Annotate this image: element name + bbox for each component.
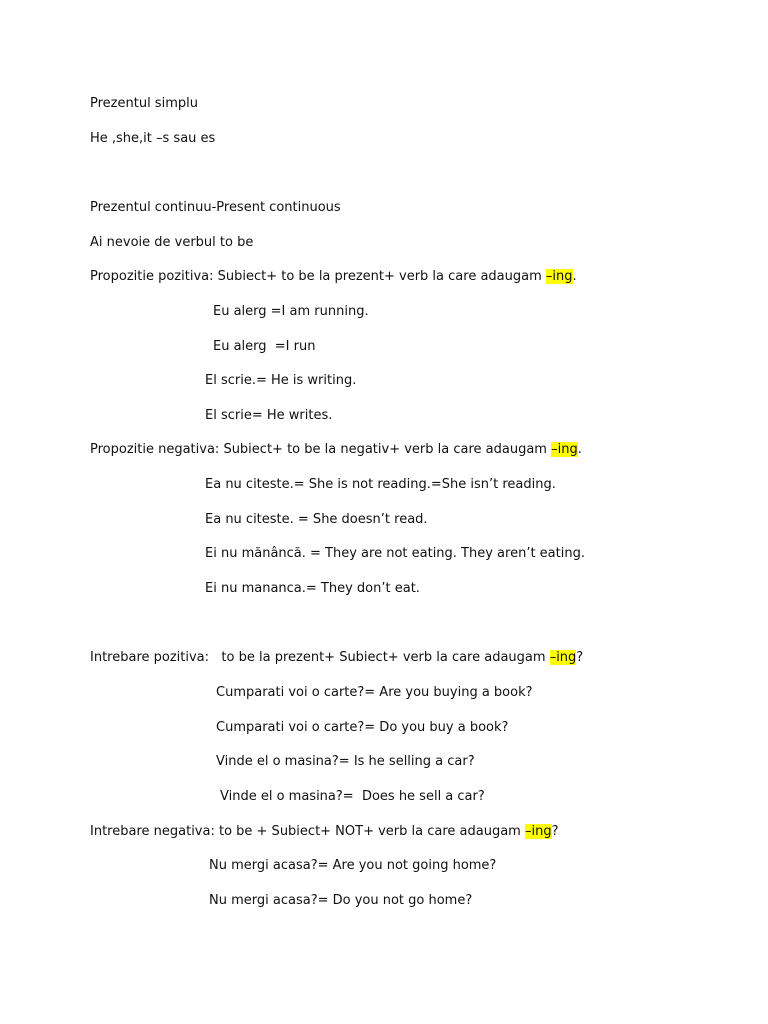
rule-text: Intrebare pozitiva: to be la prezent+ Subiect+ verb la care adaugam (90, 650, 550, 665)
example-line: Nu mergi acasa?= Do you not go home? (209, 893, 473, 908)
highlight-ing: –ing (524, 824, 552, 839)
example-line: El scrie= He writes. (205, 408, 333, 423)
example-line: Ei nu mănâncă. = They are not eating. They aren’t eating. (205, 546, 585, 561)
rule-text: Propozitie negativa: Subiect+ to be la negativ+ verb la care adaugam (90, 442, 552, 457)
rule-text: Intrebare negativa: to be + Subiect+ NOT+ verb la care adaugam (90, 824, 525, 839)
highlight-ing: –ing (545, 269, 573, 284)
heading-present-continuous: Prezentul continuu-Present continuous (90, 200, 341, 215)
rule-negative-question (90, 824, 559, 840)
example-line: Vinde el o masina?= Does he sell a car? (220, 789, 485, 804)
heading-present-simple: Prezentul simplu (90, 96, 198, 111)
rule-punctuation: . (572, 269, 577, 284)
rule-text: Propozitie pozitiva: Subiect+ to be la prezent+ verb la care adaugam (90, 269, 546, 284)
rule-third-person: He ,she,it –s sau es (90, 131, 216, 146)
rule-punctuation: ? (576, 650, 584, 665)
example-line: Cumparati voi o carte?= Do you buy a book? (216, 720, 509, 735)
example-line: Ea nu citeste.= She is not reading.=She isn’t reading. (205, 477, 556, 492)
example-line: Cumparati voi o carte?= Are you buying a book? (216, 685, 533, 700)
rule-negative-sentence (90, 442, 582, 458)
rule-punctuation: ? (551, 824, 559, 839)
example-line: Eu alerg =I run (213, 339, 316, 354)
rule-positive-question (90, 650, 583, 666)
example-line: Nu mergi acasa?= Are you not going home? (209, 858, 497, 873)
example-line: Eu alerg =I am running. (213, 304, 369, 319)
rule-punctuation: . (577, 442, 582, 457)
rule-positive-sentence (90, 269, 577, 285)
rule-verb-to-be: Ai nevoie de verbul to be (90, 235, 254, 250)
example-line: Vinde el o masina?= Is he selling a car? (216, 754, 475, 769)
example-line: Ei nu mananca.= They don’t eat. (205, 581, 420, 596)
example-line: Ea nu citeste. = She doesn’t read. (205, 512, 428, 527)
highlight-ing: –ing (549, 650, 577, 665)
highlight-ing: –ing (551, 442, 578, 457)
example-line: El scrie.= He is writing. (205, 373, 357, 388)
